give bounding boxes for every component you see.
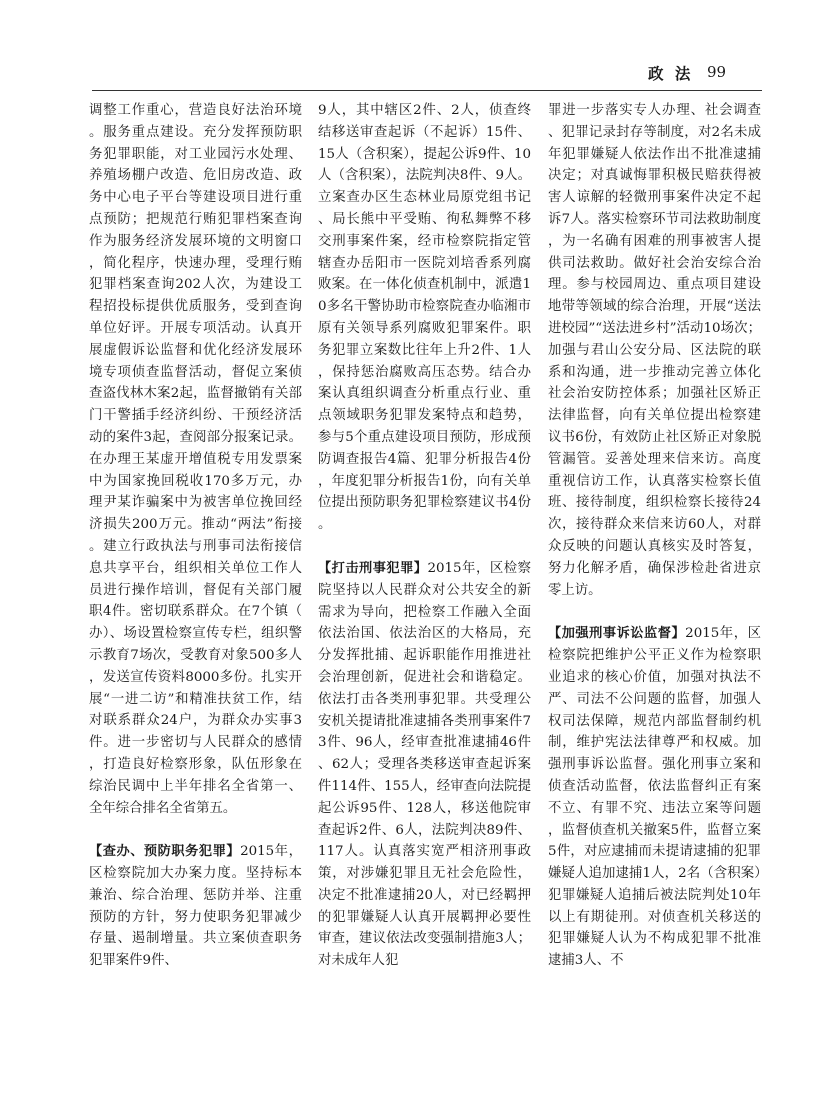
- paragraph-criminal: [318, 558, 531, 972]
- paragraph-body: 2015年，区检察院坚持以人民群众对公共安全的新需求为导向，把检察工作融入全面依法治国、依法治区的大格局，充分发挥批捕、起诉职能作用推进社会治理创新，促进社会和谐稳定。依法打击各类刑事犯罪。共受理公安机关提请批准逮捕各类刑事案件73件、96人，经审查批准逮捕46件、62人；受理各类移送审查起诉案件114件、155人，经审查向法院提起公诉95件、128人，移送他院审查起诉2件、6人，法院判决89件、117人。认真落实宽严相济刑事政策，对涉嫌犯罪且无社会危险性，决定不批准逮捕20人，对已经羁押的犯罪嫌疑人认真开展羁押必要性审查，建议依法改变强制措施3人；对未成年人犯: [318, 560, 532, 969]
- section-name: 政 法: [648, 65, 694, 83]
- paragraph-body: 2015年，区检察院把维护公平正义作为检察职业追求的核心价值，加强对执法不严、司法不公问题的监督，加强人权司法保障，规范内部监督制约机制，维护宪法法律尊严和权威。加强刑事诉讼监督。强化刑事立案和侦查活动监督，依法监督纠正有案不立、有罪不究、违法立案等问题，监督侦查机关撤案5件，监督立案5件，对应逮捕而未提请逮捕的犯罪嫌疑人追加逮捕1人，2名（含积案）犯罪嫌疑人追捕后被法院判处10年以上有期徒刑。对侦查机关移送的犯罪嫌疑人认为不构成犯罪不批准逮捕3人、不: [548, 626, 762, 969]
- text-column-1: [89, 100, 302, 972]
- page-header: [0, 62, 816, 88]
- paragraph-job-crime: [89, 841, 302, 972]
- paragraph-body: 2015年，区检察院加大办案力度。坚持标本兼治、综合治理、惩防并举、注重预防的方针，努力使职务犯罪减少存量、遏制增量。共立案侦查职务犯罪案件9件、: [89, 844, 303, 969]
- header-rule: [92, 90, 762, 91]
- paragraph: 9人，其中辖区2件、2人，侦查终结移送审查起诉（不起诉）15件、15人（含积案），提起公诉9件、10人（含积案），法院判决8件、9人。立案查办区生态林业局原党组书记、局长熊中平受贿、徇私舞弊不移交刑事案件案，经市检察院指定管辖查办岳阳市一医院刘培香系列腐败案。在一体化侦查机制中，派遣10多名干警协助市检察院查办临湘市原有关领导系列腐败犯罪案件。职务犯罪立案数比往年上升2件、1人，保持惩治腐败高压态势。结合办案认真组织调查分析重点行业、重点领域职务犯罪发案特点和趋势，参与5个重点建设项目预防，形成预防调查报告4篇、犯罪分析报告4份，年度犯罪分析报告1份，向有关单位提出预防职务犯罪检察建议书4份。: [318, 103, 531, 533]
- page-number: 99: [707, 63, 727, 81]
- paragraph-litigation: [548, 623, 761, 972]
- paragraph: 罪进一步落实专人办理、社会调查、犯罪记录封存等制度，对2名未成年犯罪嫌疑人依法作出不批准逮捕决定；对真诚悔罪积极民赔获得被害人谅解的轻微刑事案件决定不起诉7人。落实检察环节司法救助制度，为一名确有困难的刑事被害人提供司法救助。做好社会治安综合治理。参与校园周边、重点项目建设地带等领域的综合治理，开展“送法进校园”“送法进乡村”活动10场次；加强与君山公安分局、区法院的联系和沟通，进一步推动完善立体化社会治安防控体系；加强社区矫正法律监督，向有关单位提出检察建议书6份，有效防止社区矫正对象脱管漏管。妥善处理来信来访。高度重视信访工作，认真落实检察长值班、接待制度，组织检察长接待24次，接待群众来信来访60人，对群众反映的问题认真核实及时答复，努力化解矛盾，确保涉检赴省进京零上访。: [548, 103, 761, 598]
- paragraph: 调整工作重心，营造良好法治环境。服务重点建设。充分发挥预防职务犯罪职能，对工业园污水处理、养殖场棚户改造、危旧房改造、政务中心电子平台等建设项目进行重点预防；把规范行贿犯罪档案查询作为服务经济发展环境的文明窗口，简化程序，快速办理，受理行贿犯罪档案查询202人次，为建设工程招投标提供优质服务，受到查询单位好评。开展专项活动。认真开展虚假诉讼监督和优化经济发展环境专项侦查监督活动，督促立案侦查盗伐林木案2起，监督撤销有关部门干警插手经济纠纷、干预经济活动的案件3起，查阅部分报案记录。在办理王某虚开增值税专用发票案中为国家挽回税收170多万元，办理尹某诈骗案中为被害单位挽回经济损失200万元。推动“两法”衔接。建立行政执法与刑事司法衔接信息共享平台，组织相关单位工作人员进行操作培训，督促有关部门履职4件。密切联系群众。在7个镇（办）、场设置检察宣传专栏，组织警示教育7场次，受教育对象500多人，发送宣传资料8000多份。扎实开展“一进二访”和精准扶贫工作，结对联系群众24户，为群众办实事3件。进一步密切与人民群众的感情，打造良好检察形象，队伍形象在综治民调中上半年排名全省第一、全年综合排名全省第五。: [89, 103, 302, 816]
- section-heading: 【打击刑事犯罪】: [318, 560, 428, 576]
- text-column-2: [318, 100, 531, 972]
- section-heading: 【查办、预防职务犯罪】: [89, 844, 241, 860]
- section-heading: 【加强刑事诉讼监督】: [548, 626, 686, 642]
- text-column-3: [548, 100, 761, 972]
